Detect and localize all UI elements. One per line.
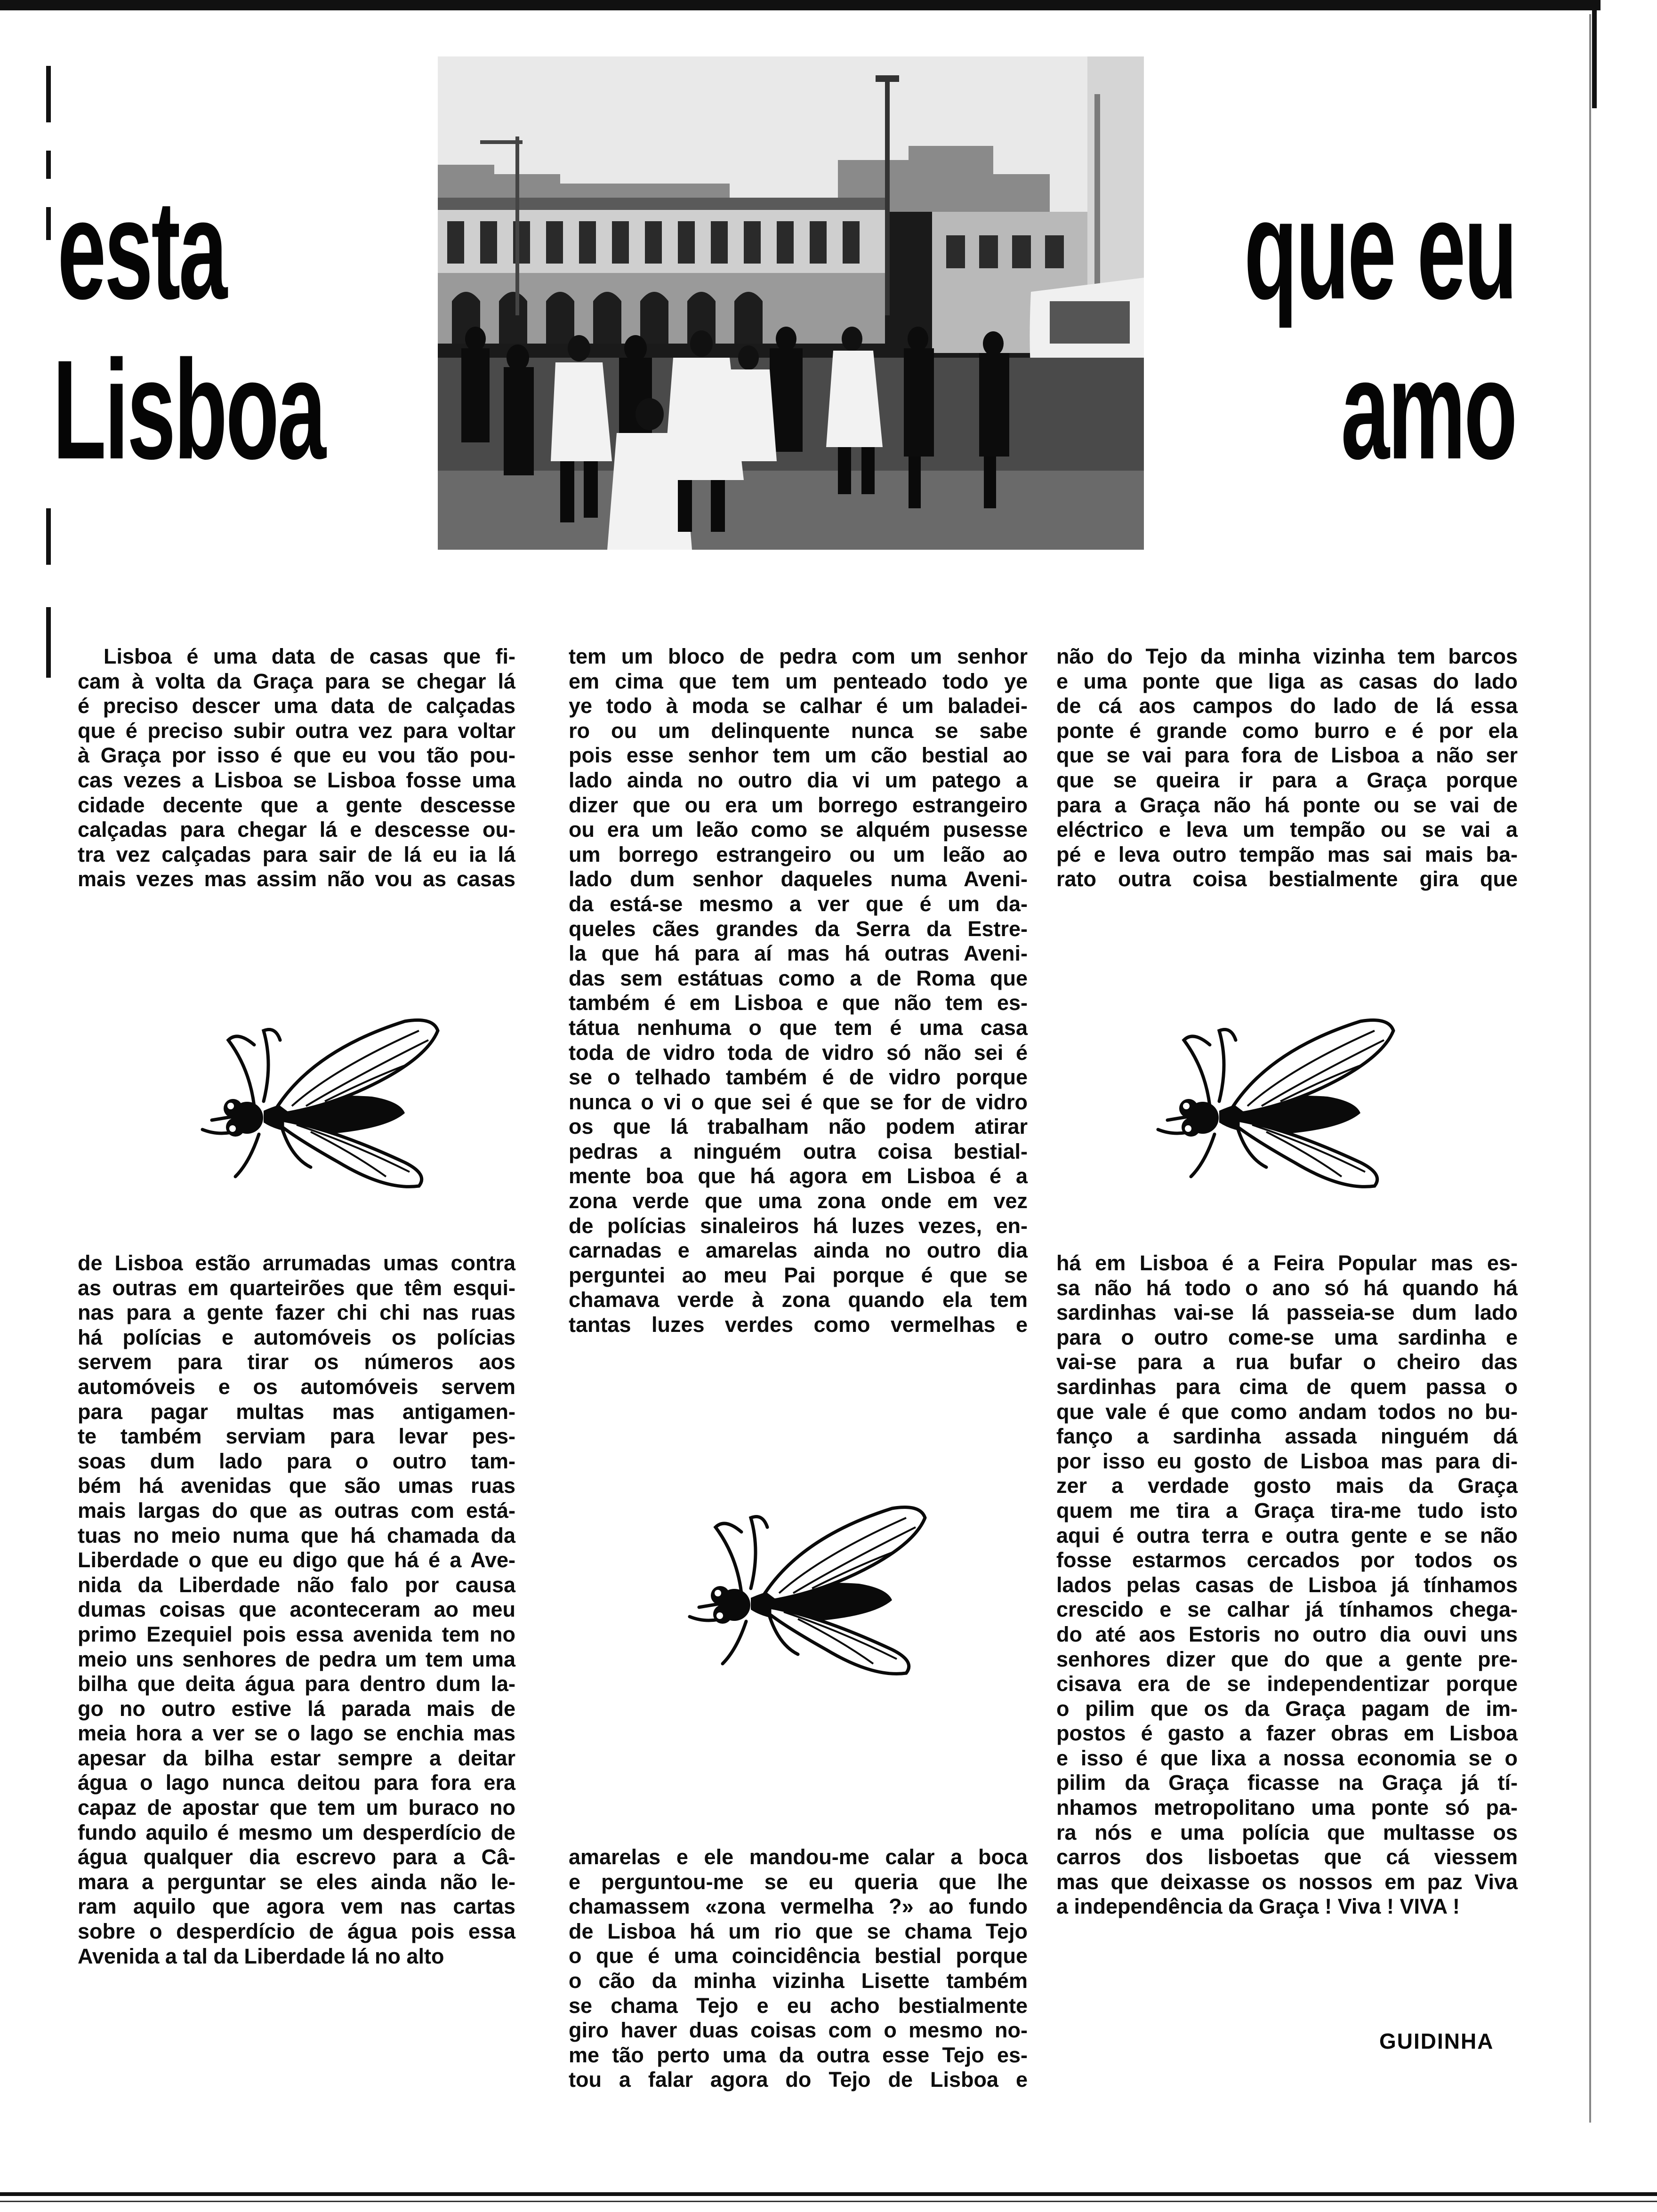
fly-illustration-icon <box>671 1499 934 1678</box>
text-line: lados pelas casas de Lisboa já tínhamos <box>1056 1572 1518 1597</box>
text-line: la que há para aí mas há outras Aveni- <box>569 941 1028 966</box>
text-line: mara a perguntar se eles ainda não le- <box>78 1869 515 1894</box>
text-line: crescido e se calhar já tínhamos chega- <box>1056 1597 1518 1622</box>
text-line: mais largas do que as outras com está- <box>78 1498 515 1523</box>
bottom-border-rule <box>0 2192 1657 2196</box>
text-line: nas para a gente fazer chi chi nas ruas <box>78 1300 515 1325</box>
text-line: carros dos lisboetas que cá viessem <box>1056 1845 1518 1869</box>
text-line: tátua nenhuma o que tem é uma casa <box>569 1015 1028 1040</box>
text-line: cas vezes a Lisboa se Lisboa fosse uma <box>78 768 515 792</box>
text-line: de polícias sinaleiros há luzes vezes, en- <box>569 1213 1028 1238</box>
text-line: bém há avenidas que são umas ruas <box>78 1474 515 1498</box>
column-1-bottom-text <box>78 1251 515 1969</box>
text-line: zona verde que uma zona onde em vez <box>569 1189 1028 1213</box>
text-line: cisava era de se independentizar porque <box>1056 1672 1518 1696</box>
text-line: ye todo à moda se calhar é um baladei- <box>569 694 1028 718</box>
text-line: primo Ezequiel pois essa avenida tem no <box>78 1622 515 1646</box>
headline-left-line2: Lisboa <box>53 330 325 489</box>
text-line: mente boa que há agora em Lisboa é a <box>569 1164 1028 1188</box>
text-line: os que lá trabalham não podem atirar <box>569 1114 1028 1139</box>
text-line: nida da Liberdade não falo por causa <box>78 1572 515 1597</box>
text-line: em cima que tem um penteado todo ye <box>569 669 1028 693</box>
text-line: sa não há todo o ano só há quando há <box>1056 1275 1518 1300</box>
text-line: se chama Tejo e eu acho bestialmente <box>569 1993 1028 2018</box>
text-line: um borrego estrangeiro ou um leão ao <box>569 842 1028 866</box>
column-1-top-text <box>78 644 515 892</box>
text-line: água qualquer dia escrevo para a Câ- <box>78 1845 515 1869</box>
text-line: que se vai para fora de Lisboa a não ser <box>1056 743 1518 768</box>
text-line: chamava verde à zona quando ela tem <box>569 1288 1028 1312</box>
text-line: é preciso descer uma data de calçadas <box>78 694 515 718</box>
author-signature: GUIDINHA <box>1379 2029 1494 2053</box>
text-line: servem para tirar os números aos <box>78 1350 515 1374</box>
text-line: que é preciso subir outra vez para voltar <box>78 718 515 743</box>
text-line: pilim da Graça ficasse na Graça já tí- <box>1056 1771 1518 1795</box>
text-line: que vale é que como andam todos no bu- <box>1056 1399 1518 1424</box>
text-line: de Lisboa estão arrumadas umas contra <box>78 1251 515 1275</box>
text-line: se o telhado também é de vidro porque <box>569 1065 1028 1090</box>
right-border-mark <box>1592 0 1597 108</box>
text-line: rato outra coisa bestialmente gira que <box>1056 867 1518 891</box>
text-line: zer a verdade gosto mais da Graça <box>1056 1474 1518 1498</box>
text-line: mas que deixasse os nossos em paz Viva <box>1056 1869 1518 1894</box>
headline-right-line2: amo <box>1341 330 1516 489</box>
text-line: o que é uma coincidência bestial porque <box>569 1944 1028 1968</box>
text-line: chamassem «zona vermelha ?» ao fundo <box>569 1894 1028 1919</box>
column-2-bottom-text <box>569 1845 1028 2092</box>
text-line: fosse estarmos cercados por todos os <box>1056 1548 1518 1572</box>
text-line: carnadas e amarelas ainda no outro dia <box>569 1238 1028 1263</box>
text-line: sardinhas para cima de quem passa o <box>1056 1374 1518 1399</box>
text-line: cam à volta da Graça para se chegar lá <box>78 669 515 693</box>
text-line: tou a falar agora do Tejo de Lisboa e <box>569 2068 1028 2092</box>
text-line: postos é gasto a fazer obras em Lisboa <box>1056 1721 1518 1746</box>
fly-illustration-icon <box>184 1012 447 1191</box>
text-line: ro ou um delinquente nunca se sabe <box>569 718 1028 743</box>
text-line: ra nós e uma polícia que multasse os <box>1056 1820 1518 1844</box>
text-line: e perguntou-me se eu queria que lhe <box>569 1869 1028 1894</box>
top-border-rule <box>0 0 1601 10</box>
text-line: água o lago nunca deitou para fora era <box>78 1771 515 1795</box>
text-line: as outras em quarteirões que têm esqui- <box>78 1275 515 1300</box>
headline-left-line1: esta <box>57 170 226 329</box>
text-line: para o outro come-se uma sardinha e <box>1056 1325 1518 1349</box>
text-line: giro haver duas coisas com o mesmo no- <box>569 2018 1028 2043</box>
text-line: aqui é outra terra e outra gente e se não <box>1056 1523 1518 1547</box>
text-line: das sem estátuas como a de Roma que <box>569 966 1028 990</box>
fly-illustration-icon <box>1139 1012 1403 1191</box>
text-line: dizer que ou era um borrego estrangeiro <box>569 793 1028 817</box>
text-line: mais vezes mas assim não vou as casas <box>78 867 515 891</box>
text-line: meio uns senhores de pedra um tem uma <box>78 1647 515 1671</box>
column-3-bottom-text <box>1056 1251 1518 1919</box>
text-line: e isso é que lixa a nossa economia se o <box>1056 1746 1518 1770</box>
street-crowd-photo <box>438 56 1144 550</box>
text-line: não do Tejo da minha vizinha tem barcos <box>1056 644 1518 668</box>
text-line: o pilim que os da Graça pagam de im- <box>1056 1696 1518 1721</box>
text-line: que se queira ir para a Graça porque <box>1056 768 1518 792</box>
text-line: go no outro estive lá parada mais de <box>78 1696 515 1721</box>
text-line: sobre o desperdício de água pois essa <box>78 1919 515 1944</box>
text-line: a independência da Graça ! Viva ! VIVA ! <box>1056 1894 1460 1919</box>
right-page-edge <box>1589 14 1591 2123</box>
text-line: do até aos Estoris no outro dia ouvi uns <box>1056 1622 1518 1646</box>
headline-right-line1: que eu <box>1244 170 1516 329</box>
text-line: Liberdade o que eu digo que há é a Ave- <box>78 1548 515 1572</box>
text-line: dumas coisas que aconteceram ao meu <box>78 1597 515 1622</box>
text-line: ou era um leão como se alquém pusesse <box>569 817 1028 842</box>
text-line: por isso eu gosto de Lisboa mas para di- <box>1056 1449 1518 1473</box>
text-line: quem me tira a Graça tira-me tudo isto <box>1056 1498 1518 1523</box>
text-line: sardinhas vai-se lá passeia-se dum lado <box>1056 1300 1518 1325</box>
text-line: nhamos metropolitano uma ponte só pa- <box>1056 1795 1518 1820</box>
text-line: perguntei ao meu Pai porque é que se <box>569 1263 1028 1287</box>
text-line: apesar da bilha estar sempre a deitar <box>78 1746 515 1770</box>
text-line: tantas luzes verdes como vermelhas e <box>569 1313 1028 1337</box>
text-line: bilha que deita água para dentro dum la- <box>78 1672 515 1696</box>
text-line: vai-se para a rua bufar o cheiro das <box>1056 1350 1518 1374</box>
left-edge-marks <box>46 66 53 268</box>
text-line: tra vez calçadas para sair de lá eu ia lá <box>78 842 515 866</box>
text-line: fundo aquilo é mesmo um desperdício de <box>78 1820 515 1844</box>
text-line: amarelas e ele mandou-me calar a boca <box>569 1845 1028 1869</box>
text-line: me tão perto uma da outra esse Tejo es- <box>569 2043 1028 2067</box>
text-line: eléctrico e leva um tempão ou se vai a <box>1056 817 1518 842</box>
text-line: há em Lisboa é a Feira Popular mas es- <box>1056 1251 1518 1275</box>
text-line: te também serviam para levar pes- <box>78 1424 515 1449</box>
column-2-top-text <box>569 644 1028 1338</box>
text-line: para a Graça não há ponte ou se vai de <box>1056 793 1518 817</box>
text-line: o cão da minha vizinha Lisette também <box>569 1968 1028 1993</box>
text-line: pé e leva outro tempão mas sai mais ba- <box>1056 842 1518 866</box>
text-line: queles cães grandes da Serra da Estre- <box>569 916 1028 941</box>
text-line: tem um bloco de pedra com um senhor <box>569 644 1028 668</box>
text-line: da está-se mesmo a ver que é um da- <box>569 891 1028 916</box>
text-line: senhores dizer que do que a gente pre- <box>1056 1647 1518 1671</box>
text-line: lado ainda no outro dia vi um patego a <box>569 768 1028 792</box>
column-3-top-text <box>1056 644 1518 892</box>
text-line: tuas no meio numa que há chamada da <box>78 1523 515 1547</box>
text-line: também é em Lisboa e que não tem es- <box>569 991 1028 1015</box>
text-line: há polícias e automóveis os polícias <box>78 1325 515 1349</box>
text-line: automóveis e os automóveis servem <box>78 1374 515 1399</box>
text-line: Lisboa é uma data de casas que fi- <box>104 644 515 668</box>
bottom-border-rule-thin <box>0 2201 1657 2202</box>
text-line: capaz de apostar que tem um buraco no <box>78 1795 515 1820</box>
text-line: pedras a ninguém outra coisa bestial- <box>569 1139 1028 1163</box>
text-line: Avenida a tal da Liberdade lá no alto <box>78 1944 444 1968</box>
text-line: de Lisboa há um rio que se chama Tejo <box>569 1919 1028 1943</box>
text-line: ram aquilo que agora vem nas cartas <box>78 1894 515 1919</box>
text-line: soas dum lado para o outro tam- <box>78 1449 515 1473</box>
text-line: calçadas para chegar lá e descesse ou- <box>78 817 515 842</box>
text-line: pois esse senhor tem um cão bestial ao <box>569 743 1028 768</box>
text-line: meia hora a ver se o lago se enchia mas <box>78 1721 515 1746</box>
text-line: de cá aos campos do lado de lá essa <box>1056 694 1518 718</box>
text-line: lado dum senhor daqueles numa Aveni- <box>569 867 1028 891</box>
text-line: fanço a sardinha assada ninguém dá <box>1056 1424 1518 1449</box>
text-line: ponte é grande como burro e é por ela <box>1056 718 1518 743</box>
text-line: cidade decente que a gente descesse <box>78 793 515 817</box>
text-line: toda de vidro toda de vidro só não sei é <box>569 1040 1028 1065</box>
text-line: nunca o vi o que sei é que se for de vidro <box>569 1090 1028 1114</box>
text-line: e uma ponte que liga as casas do lado <box>1056 669 1518 693</box>
text-line: à Graça por isso é que eu vou tão pou- <box>78 743 515 768</box>
text-line: para pagar multas mas antigamen- <box>78 1399 515 1424</box>
